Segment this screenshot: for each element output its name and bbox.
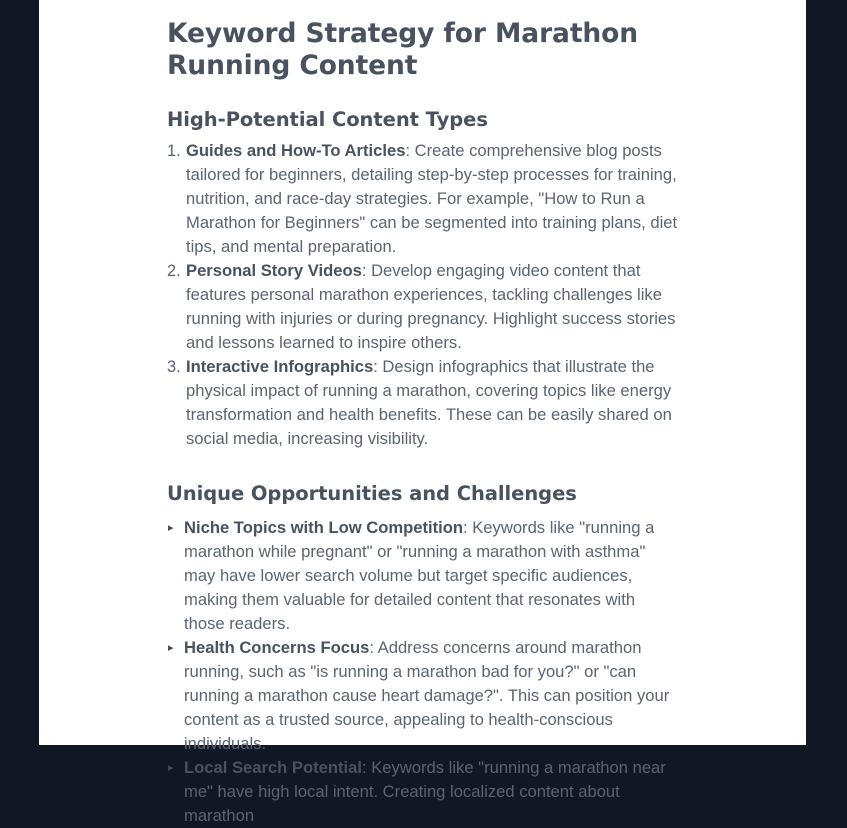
list-item-lead: Guides and How-To Articles xyxy=(186,141,406,160)
section-heading-content-types: High-Potential Content Types xyxy=(167,108,488,131)
bullet-list-opportunities xyxy=(167,516,679,828)
list-marker-number: 2. xyxy=(167,262,181,280)
list-item-lead: Niche Topics with Low Competition xyxy=(184,518,464,537)
list-item-body: : Keywords like "running a marathon near me" have high local intent. Creating localized content about marathon xyxy=(184,758,666,825)
list-item-lead: Personal Story Videos xyxy=(186,261,362,280)
list-item-lead: Interactive Infographics xyxy=(186,357,374,376)
ordered-list-content-types xyxy=(167,139,679,451)
list-item xyxy=(167,516,679,636)
list-item-body: : Design infographics that illustrate the physical impact of running a marathon, covering topics like energy transformation and health benefits. These can be easily shared on social media, increasing visibility. xyxy=(186,357,672,448)
list-marker-number: 1. xyxy=(167,142,181,160)
list-item-body: : Create comprehensive blog posts tailored for beginners, detailing step-by-step processes for training, nutrition, and race-day strategies. For example, "How to Run a Marathon for Beginners" can be segmented into training plans, diet tips, and mental preparation. xyxy=(186,141,678,256)
list-item xyxy=(167,139,679,259)
section-heading-opportunities: Unique Opportunities and Challenges xyxy=(167,482,577,505)
list-item-body: : Keywords like "running a marathon while pregnant" or "running a marathon with asthma" may have lower search volume but target specific audiences, making them valuable for detailed content that resonates with those readers. xyxy=(184,518,655,633)
page-title: Keyword Strategy for Marathon Running Content xyxy=(167,18,639,81)
list-item-lead: Health Concerns Focus xyxy=(184,638,370,657)
list-item xyxy=(167,756,679,828)
document-body xyxy=(167,0,679,828)
list-item-lead: Local Search Potential xyxy=(184,758,362,777)
triangle-bullet-icon: ▸ xyxy=(168,522,174,534)
triangle-bullet-icon: ▸ xyxy=(168,642,174,654)
list-item-body: : Develop engaging video content that features personal marathon experiences, tackling challenges like running with injuries or during pregnancy. Highlight success stories and lessons learned to inspire others. xyxy=(186,261,676,352)
list-item xyxy=(167,259,679,355)
triangle-bullet-icon: ▸ xyxy=(168,762,174,774)
list-item-body: : Address concerns around marathon running, such as "is running a marathon bad for you?" or "can running a marathon cause heart damage?". This can position your content as a trusted source, appealing to health-conscious individuals. xyxy=(184,638,670,753)
list-marker-number: 3. xyxy=(167,358,181,376)
list-item xyxy=(167,355,679,451)
document-page xyxy=(39,0,806,825)
list-item xyxy=(167,636,679,756)
